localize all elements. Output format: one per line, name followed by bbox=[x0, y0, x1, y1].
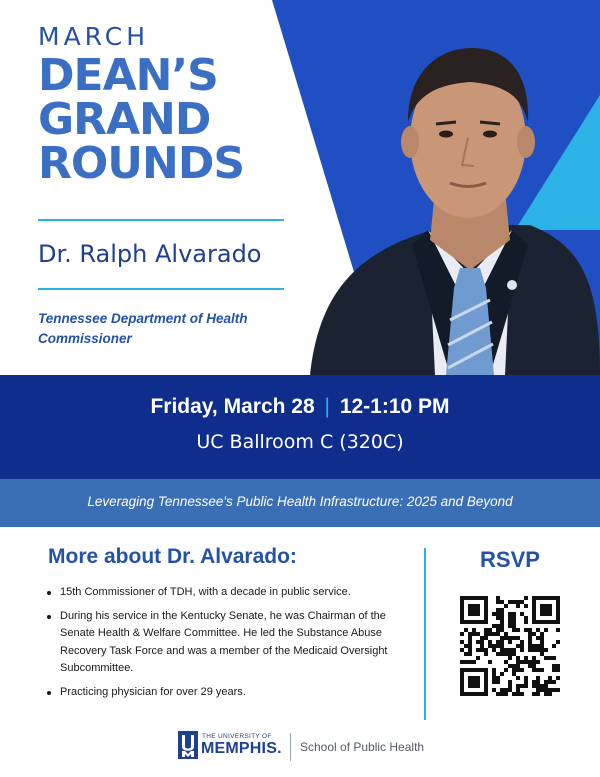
event-location: UC Ballroom C (320C) bbox=[196, 431, 404, 453]
event-time: 12-1:10 PM bbox=[339, 395, 450, 418]
headline-line-3: ROUNDS bbox=[38, 138, 245, 189]
event-date: Friday, March 28 bbox=[150, 395, 315, 418]
title-block bbox=[38, 22, 308, 189]
column-divider bbox=[424, 548, 426, 720]
bullet-item: 15th Commissioner of TDH, with a decade in public service. bbox=[44, 584, 400, 602]
talk-title: Leveraging Tennessee's Public Health Infrastructure: 2025 and Beyond bbox=[87, 494, 513, 509]
speaker-photo bbox=[300, 30, 600, 375]
talk-title-band bbox=[0, 479, 600, 527]
headline-line-1: DEAN’S bbox=[38, 50, 218, 101]
event-details-band bbox=[0, 375, 600, 479]
about-heading: More about Dr. Alvarado: bbox=[48, 545, 297, 568]
rsvp-label: RSVP bbox=[480, 547, 540, 572]
university-small-text: THE UNIVERSITY OF bbox=[202, 733, 272, 740]
hero-section bbox=[0, 0, 600, 375]
bullet-item: Practicing physician for over 29 years. bbox=[44, 684, 400, 702]
about-bullet-list bbox=[44, 584, 400, 707]
date-time-line bbox=[0, 395, 600, 419]
date-time-separator: | bbox=[324, 395, 330, 418]
university-name: MEMPHIS. bbox=[201, 740, 282, 757]
footer-divider bbox=[290, 733, 291, 761]
divider-top bbox=[38, 219, 284, 221]
event-month: MARCH bbox=[38, 22, 150, 51]
divider-bottom bbox=[38, 288, 284, 290]
speaker-affiliation: Tennessee Department of Health Commissioner bbox=[38, 311, 248, 346]
bullet-item: During his service in the Kentucky Senate, he was Chairman of the Senate Health & Welfare Committee. He led the Substance Abuse Recovery Task Force and was a member of the Medicaid Oversight Subcommittee. bbox=[44, 608, 400, 678]
qr-code-icon[interactable] bbox=[460, 596, 560, 696]
school-name: School of Public Health bbox=[300, 740, 425, 754]
um-logo-icon bbox=[178, 731, 198, 759]
speaker-name: Dr. Ralph Alvarado bbox=[38, 240, 262, 268]
headline bbox=[38, 50, 308, 189]
headline-line-2: GRAND bbox=[38, 94, 211, 145]
